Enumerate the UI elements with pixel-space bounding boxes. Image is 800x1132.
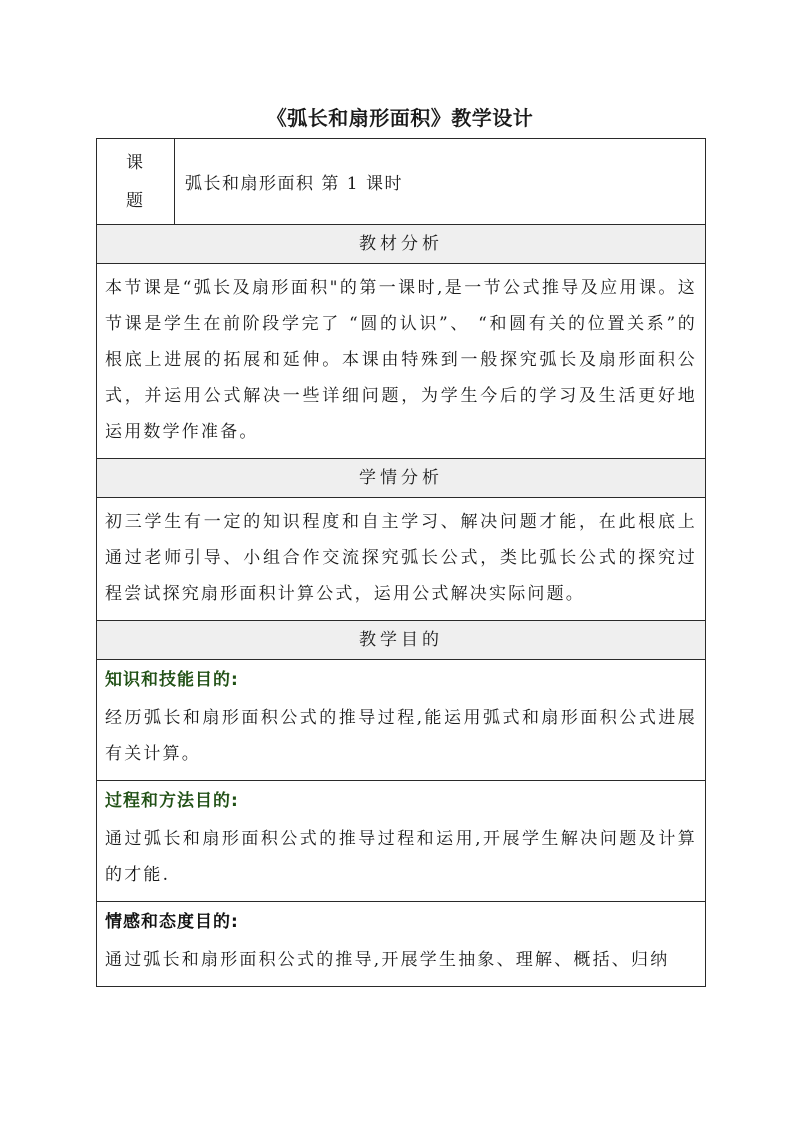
- knowledge-goal-body: 经历弧长和扇形面积公式的推导过程,能运用弧式和扇形面积公式进展有关计算。: [105, 708, 697, 764]
- emotion-goal-body: 通过弧长和扇形面积公式的推导,开展学生抽象、理解、概括、归纳: [105, 950, 670, 970]
- students-heading-row: [97, 459, 706, 498]
- knowledge-goal-title: 知识和技能目的:: [105, 670, 239, 690]
- students-heading: 学情分析: [97, 459, 706, 498]
- process-goal-body: 通过弧长和扇形面积公式的推导过程和运用,开展学生解决问题及计算的才能.: [105, 829, 697, 885]
- goals-heading-row: [97, 621, 706, 660]
- topic-value: 弧长和扇形面积 第 1 课时: [175, 139, 706, 225]
- emotion-goal-title: 情感和态度目的:: [105, 912, 239, 932]
- knowledge-goal-row: [97, 660, 706, 781]
- process-goal-cell: [97, 781, 706, 902]
- materials-heading: 教材分析: [97, 225, 706, 264]
- process-goal-title: 过程和方法目的:: [105, 791, 239, 811]
- process-goal-row: [97, 781, 706, 902]
- students-body-row: [97, 498, 706, 621]
- materials-heading-row: [97, 225, 706, 264]
- materials-body-row: [97, 264, 706, 459]
- emotion-goal-row: [97, 902, 706, 987]
- knowledge-goal-cell: [97, 660, 706, 781]
- document-title: 《弧长和扇形面积》教学设计: [266, 106, 534, 130]
- topic-label-line2: 题: [126, 190, 145, 211]
- topic-row: [97, 139, 706, 225]
- materials-body: 本节课是“弧长及扇形面积"的第一课时,是一节公式推导及应用课。这节课是学生在前阶段学完了 “圆的认识”、 “和圆有关的位置关系”的根底上进展的拓展和延伸。本课由特殊到一般探究弧长及扇形面积公式，并运用公式解决一些详细问题，为学生今后的学习及生活更好地运用数学作准备。: [97, 264, 706, 459]
- lesson-plan-table: [96, 138, 706, 987]
- topic-label-line1: 课: [126, 152, 145, 173]
- goals-heading: 教学目的: [97, 621, 706, 660]
- topic-label-cell: [97, 139, 175, 225]
- emotion-goal-cell: [97, 902, 706, 987]
- students-body: 初三学生有一定的知识程度和自主学习、解决问题才能，在此根底上通过老师引导、小组合作交流探究弧长公式，类比弧长公式的探究过程尝试探究扇形面积计算公式，运用公式解决实际问题。: [97, 498, 706, 621]
